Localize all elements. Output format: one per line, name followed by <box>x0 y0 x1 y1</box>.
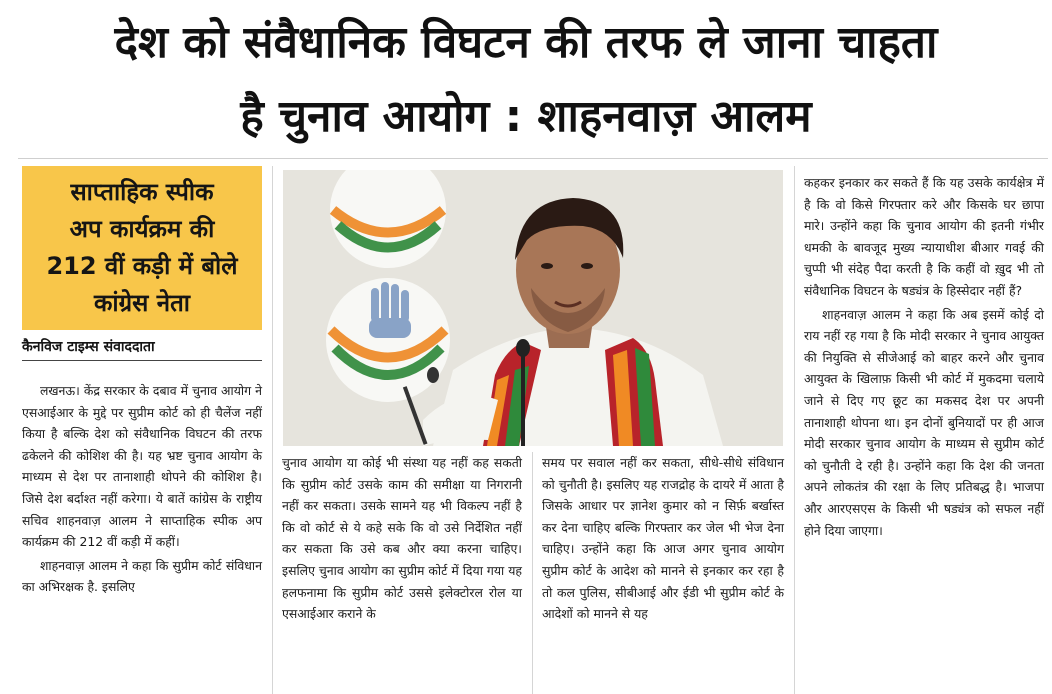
speaker-photo <box>283 170 783 446</box>
article-column-3 <box>542 452 784 627</box>
byline: कैनविज टाइम्स संवाददाता <box>22 338 262 361</box>
kicker-box <box>22 166 262 330</box>
paragraph: कहकर इनकार कर सकते हैं कि यह उसके कार्यक्षेत्र में है कि वो किसे गिरफ्तार करे और किसके घर छापा मारे। उन्होंने कहा कि चुनाव आयोग की इतनी गंभीर धमकी के बावजूद मुख्य न्यायाधीश बीआर गवई की चुप्पी भी संदेह पैदा करती है कि कहीं वो ख़ुद भी तो संवैधानिक विघटन के षड्यंत्र के हिस्सेदार नहीं हैं? <box>804 175 1044 298</box>
paragraph: चुनाव आयोग या कोई भी संस्था यह नहीं कह सकती कि सुप्रीम कोर्ट उसके काम की समीक्षा या निगरानी नहीं कर सकता। उसके सामने यह भी विकल्प नहीं है कि वो कोर्ट से ये कहे सके कि वो उसे निर्देशित नहीं कर सकता कि उसे कब और क्या करना चाहिए। इसलिए चुनाव आयोग का सुप्रीम कोर्ट में दिया गया यह हलफनामा कि सुप्रीम कोर्ट उससे इलेक्टोरल रोल या एसआईआर कराने के <box>282 455 522 622</box>
article-column-2 <box>282 452 522 627</box>
article-column-1 <box>22 380 262 600</box>
paragraph: लखनऊ। केंद्र सरकार के दबाव में चुनाव आयोग ने एसआईआर के मुद्दे पर सुप्रीम कोर्ट को ही चैलेंज नहीं किया है बल्कि देश को संवैधानिक विघटन की तरफ ढकेलने की कोशिश की है। यह भ्रष्ट चुनाव आयोग के माध्यम से देश पर तानाशाही थोपने की कोशिश है। जिसे देश बर्दाश्त नहीं करेगा। ये बातें कांग्रेस के राष्ट्रीय सचिव शाहनवाज़ आलम ने साप्ताहिक स्पीक अप कार्यक्रम की 212 वीं कड़ी में कहीं। <box>22 383 262 550</box>
article-column-4 <box>804 172 1044 543</box>
photo-illustration <box>283 170 783 446</box>
kicker-line-3: 212 वीं कड़ी में बोले <box>46 252 238 280</box>
kicker-line-1: साप्ताहिक स्पीक <box>70 178 214 206</box>
paragraph: शाहनवाज़ आलम ने कहा कि सुप्रीम कोर्ट संविधान का अभिरक्षक है. इसलिए <box>22 557 262 595</box>
column-divider <box>794 166 795 694</box>
headline-line-2: है चुनाव आयोग : शाहनवाज़ आलम <box>240 91 812 142</box>
divider <box>18 158 1048 159</box>
kicker-line-2: अप कार्यक्रम की <box>69 215 215 243</box>
column-divider <box>272 166 273 694</box>
headline-line-1: देश को संवैधानिक विघटन की तरफ ले जाना चाहता <box>114 17 938 68</box>
paragraph: समय पर सवाल नहीं कर सकता, सीधे-सीधे संविधान को चुनौती है। इसलिए यह राजद्रोह के दायरे में आता है जिसके आधार पर ज्ञानेश कुमार को न सिर्फ़ बर्खास्त कर देना चाहिए बल्कि गिरफ्तार कर जेल भी भेज देना चाहिए। उन्होंने कहा कि आज अगर चुनाव आयोग सुप्रीम कोर्ट के आदेश को मानने से इनकार कर रहा है तो कल पुलिस, सीबीआई और ईडी भी सुप्रीम कोर्ट के आदेशों को मानने से यह <box>542 455 784 622</box>
kicker-line-4: कांग्रेस नेता <box>94 289 190 317</box>
paragraph: शाहनवाज़ आलम ने कहा कि अब इसमें कोई दो राय नहीं रह गया है कि मोदी सरकार ने चुनाव आयुक्त की नियुक्ति से सीजेआई को बाहर करने और चुनाव आयुक्त के खिलाफ़ किसी भी कोर्ट में मुकदमा चलाये जाने से दिए गए छूट का मकसद देश पर अपनी तानाशाही थोपना था। इन दोनों बुनियादों पर ही आज मोदी सरकार चुनाव आयोग के माध्यम से सुप्रीम कोर्ट को चुनौती दे रही है। उन्होंने कहा कि देश की जनता अपने लोकतंत्र की रक्षा के लिए प्रतिबद्ध है। भाजपा और आरएसएस के किसी भी षड्यंत्र को सफल नहीं होने दिया जाएगा। <box>804 306 1044 538</box>
headline <box>0 0 1052 160</box>
column-divider <box>532 452 533 694</box>
